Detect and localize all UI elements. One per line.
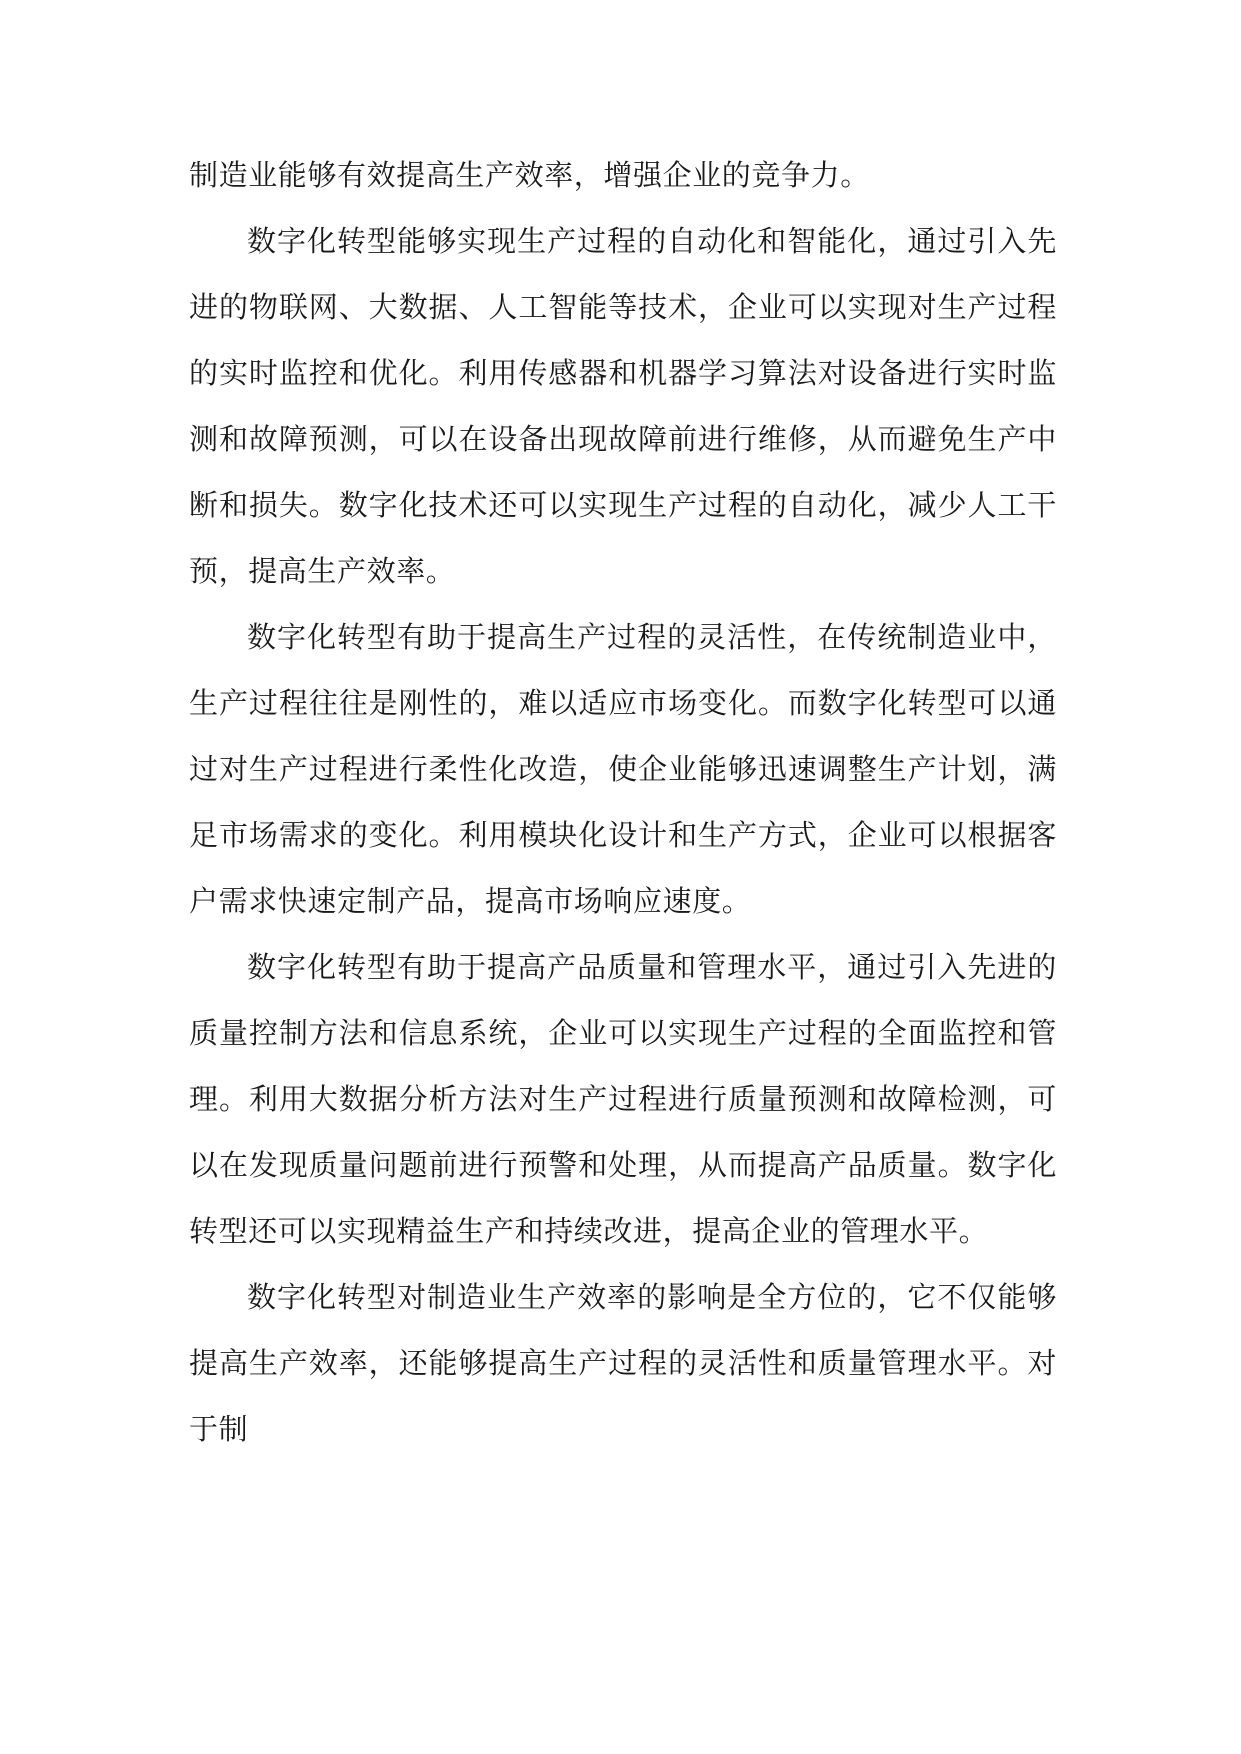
- paragraph-automation: 数字化转型能够实现生产过程的自动化和智能化，通过引入先进的物联网、大数据、人工智能等技术，企业可以实现对生产过程的实时监控和优化。利用传感器和机器学习算法对设备进行实时监测和故障预测，可以在设备出现故障前进行维修，从而避免生产中断和损失。数字化技术还可以实现生产过程的自动化，减少人工干预，提高生产效率。: [189, 224, 1057, 588]
- paragraph-summary: 数字化转型对制造业生产效率的影响是全方位的，它不仅能够提高生产效率，还能够提高生产过程的灵活性和质量管理水平。对于制: [189, 1280, 1057, 1446]
- document-body: [189, 142, 1057, 1462]
- paragraph-quality: 数字化转型有助于提高产品质量和管理水平，通过引入先进的质量控制方法和信息系统，企业可以实现生产过程的全面监控和管理。利用大数据分析方法对生产过程进行质量预测和故障检测，可以在发现质量问题前进行预警和处理，从而提高产品质量。数字化转型还可以实现精益生产和持续改进，提高企业的管理水平。: [189, 950, 1057, 1248]
- paragraph-continuation: 制造业能够有效提高生产效率，增强企业的竞争力。: [189, 158, 870, 192]
- paragraph-flexibility: 数字化转型有助于提高生产过程的灵活性，在传统制造业中，生产过程往往是刚性的，难以适应市场变化。而数字化转型可以通过对生产过程进行柔性化改造，使企业能够迅速调整生产计划，满足市场需求的变化。利用模块化设计和生产方式，企业可以根据客户需求快速定制产品，提高市场响应速度。: [189, 620, 1057, 918]
